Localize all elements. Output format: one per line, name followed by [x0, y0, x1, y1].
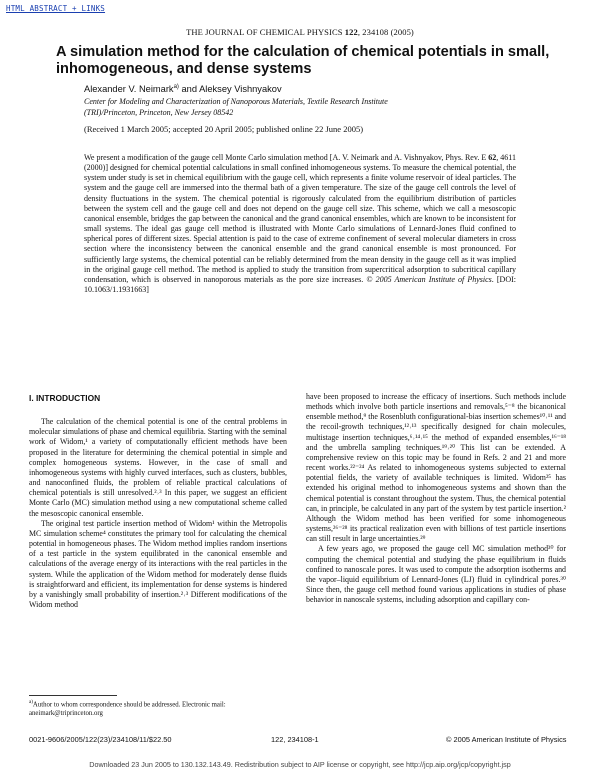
footnote-rule: [29, 695, 117, 696]
left-column: [29, 392, 287, 610]
abstract-text-body: , 4611 (2000)] designed for chemical potential calculations in small confined inhomogeneous systems. To measure the chemical potential, the system under study is set in chemical equilibrium with the gauge cell, which represents a finite volume reservoir of ideal particles. The system and the gauge cell are immersed into the thermal bath of a given temperature. The size of the gauge cell controls the level of density fluctuations in the system. The chemical potential is rigorously calculated from the equilibrium distribution of particles between the system cell and the gauge cell and does not depend on the gauge cell size. This scheme, which we call a mesoscopic canonical ensemble, bridges the gap between the canonical and the grand canonical ensembles, which are known to be inconsistent for small systems. The ideal gas gauge cell method is illustrated with Monte Carlo simulations of Lennard-Jones fluid confined to spherical pores of different sizes. Special attention is paid to the case of extreme confinement of several molecular diameters in cross section where the inconsistency between the canonical ensemble and the grand canonical ensemble is most pronounced. For sufficiently large systems, the chemical potential can be reliably determined from the mean density in the gauge cell as it was implied in the original gauge cell method. The method is applied to study the transition from supercritical adsorption to subcritical capillary condensation, which is observed in nanoporous materials as the pore size increases.: [84, 153, 517, 284]
footer-copyright: © 2005 American Institute of Physics: [446, 735, 567, 744]
abstract-text-start: We present a modification of the gauge cell Monte Carlo simulation method [A. V. Neimark and A. Vishnyakov, Phys. Rev. E: [84, 153, 489, 162]
affiliation-line-1: Center for Modeling and Characterization of Nanoporous Materials, Textile Research Institute: [84, 97, 388, 106]
author-list: [84, 84, 282, 94]
abstract: [84, 153, 516, 295]
journal-volume: 122: [344, 27, 358, 37]
footnote-text: Author to whom correspondence should be addressed. Electronic mail: aneimark@triprinceton.org: [29, 701, 226, 717]
abstract-copyright: © 2005 American Institute of Physics: [366, 274, 492, 284]
affiliation: [84, 97, 524, 118]
journal-name: THE JOURNAL OF CHEMICAL PHYSICS: [186, 27, 345, 37]
html-abstract-links[interactable]: HTML ABSTRACT + LINKS: [6, 4, 106, 13]
intro-paragraph-4: A few years ago, we proposed the gauge cell MC simulation method³⁰ for computing the chemical potential and studying the phase equilibrium in fluids confined to nanoscale pores. It was used to compute the adsorption isotherms and the vapor–liquid equilibrium of Lennard-Jones (LJ) fluid in cylindrical pores.³⁰ Since then, the gauge cell method found various applications in studies of phase behavior in nanoscale systems, including adsorption and capillary con-: [306, 544, 566, 605]
footer-code: 0021-9606/2005/122(23)/234108/11/$22.50: [29, 735, 172, 744]
intro-paragraph-3: have been proposed to increase the efficacy of insertions. Such methods include methods which involve both particle insertions and removals,⁵⁻⁸ the bicanonical ensemble method,⁹ the Rosenbluth configurational-bias insertion schemes¹⁰˒¹¹ and the recoil-growth techniques,¹²˒¹³ specifically designed for chain molecules, multistage insertion techniques,⁶˒¹⁴˒¹⁵ the method of expanded ensembles,¹⁶⁻¹⁸ and the umbrella sampling techniques.¹⁹˒²⁰ This list can be extended. A comprehensive review on this topic may be found in Refs. 2 and 21 and more recent works.²²⁻²⁴ As related to inhomogeneous systems subjected to external potential fields, the variety of available techniques is limited. Widom²⁵ has extended his original method to inhomogeneous systems and shown than the chemical potential is constant throughout the system. Thus, the chemical potential can, in principle, be calculated in any part of the system by test particle insertion.² Although the Widom method has been verified for some inhomogeneous systems,²⁶⁻²⁸ its practical realization even with billions of test particle insertions can still result in large uncertainties.²⁹: [306, 392, 566, 544]
intro-paragraph-1: The calculation of the chemical potential is one of the central problems in molecular simulations of phase and chemical equilibria. Starting with the seminal work of Widom,¹ a variety of computationally efficient methods have been proposed in the literature for determining the chemical potential in simple and complex homogeneous systems. However, in the case of small and inhomogeneous systems with highly curved interfaces, such as clusters, bubbles, and nanoconfined fluids, the problem of reliable practical calculations of chemical potentials is still unresolved.²˒³ In this paper, we suggest an efficient Monte Carlo (MC) simulation method using a new computational scheme called the mesoscopic canonical ensemble.: [29, 417, 287, 518]
received-dates: (Received 1 March 2005; accepted 20 April 2005; published online 22 June 2005): [84, 124, 364, 134]
article-title: A simulation method for the calculation of chemical potentials in small, inhomogeneous, and dense systems: [56, 44, 550, 77]
journal-header: [0, 27, 600, 37]
abstract-reference-volume: 62: [488, 153, 497, 162]
author-vishnyakov: and Aleksey Vishnyakov: [178, 84, 282, 95]
author-footnote-marker: a): [173, 84, 179, 90]
author-neimark: Alexander V. Neimark: [84, 84, 174, 95]
right-column: [306, 392, 566, 605]
footnote: [29, 699, 287, 718]
journal-article-number: , 234108 (2005): [357, 27, 414, 37]
affiliation-line-2: (TRI)/Princeton, Princeton, New Jersey 08542: [84, 107, 234, 117]
abstract-doi: . [DOI: 10.1063/1.1931663]: [84, 274, 516, 295]
download-notice: Downloaded 23 Jun 2005 to 130.132.143.49. Redistribution subject to AIP license or copyright, see http://jcp.aip.org/jcp/copyright.jsp: [89, 760, 511, 769]
section-heading-introduction: I. INTRODUCTION: [29, 393, 101, 403]
footnote-marker: a): [29, 700, 33, 705]
footer-page-number: 122, 234108-1: [271, 735, 319, 744]
intro-paragraph-2: The original test particle insertion method of Widom¹ within the Metropolis MC simulation scheme⁴ constitutes the primary tool for calculating the chemical potential in homogeneous phases. The Widom method implies random insertions of a test particle in the system equilibrated in the canonical ensemble and calculations of the average energy of its interactions with the real particles in the system. While the application of the Widom method for moderately dense fluids is straightforward and efficient, its implementation for dense systems is hindered by a vanishingly small probability of insertion.²˒³ Different modifications of the Widom method: [29, 518, 287, 609]
